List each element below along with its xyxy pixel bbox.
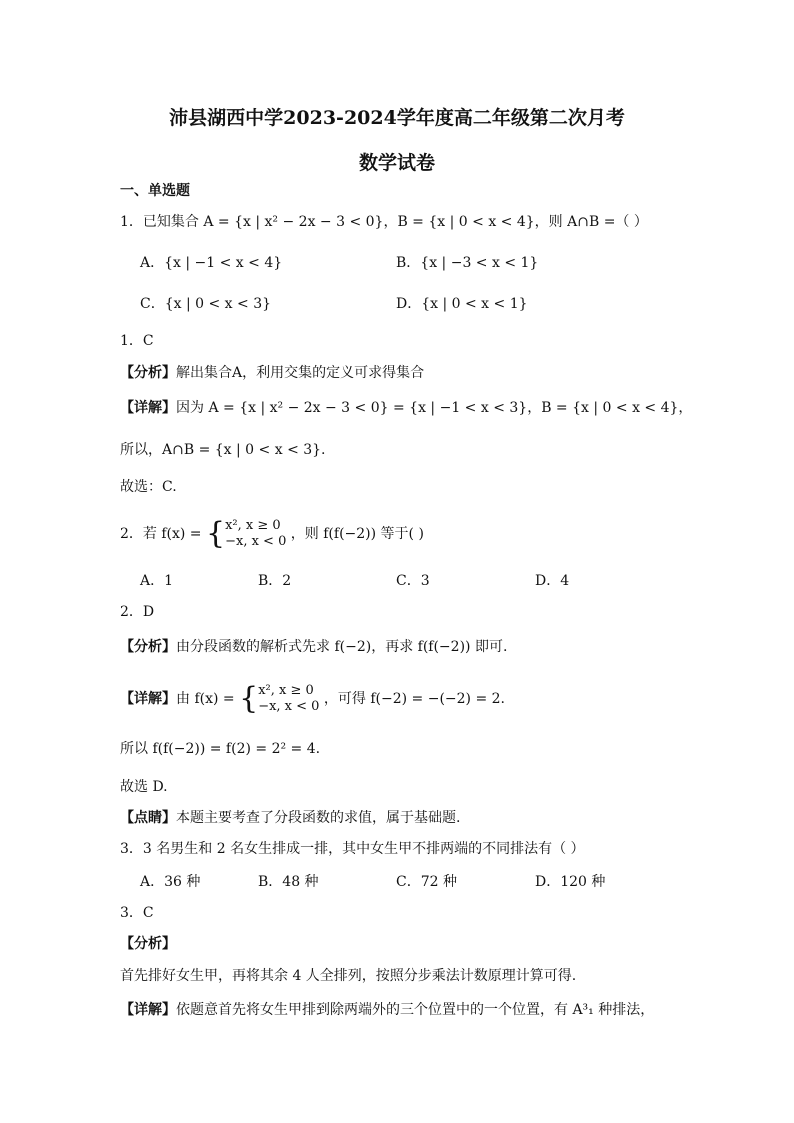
q1-detail [120, 398, 692, 418]
analysis-text: 由分段函数的解析式先求 f(−2)，再求 f(f(−2)) 即可. [176, 639, 508, 655]
detail-tag: 【详解】 [120, 1002, 176, 1018]
q2-analysis [120, 637, 507, 657]
q3-option-d: D．120 种 [535, 874, 606, 890]
q2-choice: 故选 D. [120, 779, 168, 795]
q3-detail [120, 1000, 654, 1020]
q3-analysis-tag: 【分析】 [120, 936, 176, 952]
q1-stem: 1．已知集合 A = {x | x² − 2x − 3 < 0}，B = {x | 0 < x < 4}，则 A∩B =（ ） [120, 214, 648, 230]
analysis-tag: 【分析】 [120, 365, 176, 381]
brace-icon: { [206, 516, 226, 551]
q2-option-b: B．2 [258, 573, 292, 589]
comment-text: 本题主要考查了分段函数的求值，属于基础题. [176, 810, 461, 826]
q1-option-d: D．{x | 0 < x < 1} [396, 296, 528, 312]
q3-option-b: B．48 种 [258, 874, 319, 890]
analysis-text: 解出集合A，利用交集的定义可求得集合 [176, 365, 425, 381]
comment-tag: 【点睛】 [120, 810, 176, 826]
detail-text: 依题意首先将女生甲排到除两端外的三个位置中的一个位置，有 A³₁ 种排法， [176, 1002, 655, 1018]
detail-post: ，可得 f(−2) = −(−2) = 2. [323, 691, 505, 707]
q3-analysis: 首先排好女生甲，再将其余 4 人全排列，按照分步乘法计数原理计算可得. [120, 968, 577, 984]
q1-option-a: A．{x | −1 < x < 4} [140, 255, 283, 271]
q1-choice: 故选：C. [120, 479, 177, 495]
analysis-tag: 【分析】 [120, 639, 176, 655]
detail-text: 因为 A = {x | x² − 2x − 3 < 0} = {x | −1 < x < 3}，B = {x | 0 < x < 4}， [176, 400, 693, 416]
q1-option-c: C．{x | 0 < x < 3} [140, 296, 272, 312]
q2-option-a: A．1 [140, 573, 174, 589]
brace-icon: { [239, 681, 259, 716]
q1-option-b: B．{x | −3 < x < 1} [396, 255, 539, 271]
exam-subtitle: 数学试卷 [358, 152, 435, 174]
q2-stem-pre: 2．若 f(x) = [120, 526, 202, 542]
detail-tag: 【详解】 [120, 400, 176, 416]
q3-option-c: C．72 种 [396, 874, 457, 890]
q1-answer: 1．C [120, 333, 154, 349]
q3-stem: 3．3 名男生和 2 名女生排成一排，其中女生甲不排两端的不同排法有（ ） [120, 841, 585, 857]
piecewise-function [206, 518, 286, 550]
exam-title: 沛县湖西中学2023-2024学年度高二年级第二次月考 [169, 107, 625, 129]
detail-tag: 【详解】 [120, 691, 176, 707]
q2-stem-post: ，则 f(f(−2)) 等于( ) [290, 526, 424, 542]
q2-stem [120, 514, 424, 554]
case-2: −x, x < 0 [258, 699, 320, 714]
q3-answer: 3．C [120, 905, 154, 921]
q2-option-c: C．3 [396, 573, 430, 589]
q2-option-d: D．4 [535, 573, 570, 589]
case-2: −x, x < 0 [225, 534, 287, 549]
section-heading: 一、单选题 [120, 183, 190, 199]
detail-pre: 由 f(x) = [176, 691, 235, 707]
q2-comment [120, 808, 460, 828]
q2-detail [120, 679, 505, 719]
q2-therefore: 所以 f(f(−2)) = f(2) = 2² = 4. [120, 741, 321, 757]
case-1: x², x ≥ 0 [225, 518, 281, 533]
q1-therefore: 所以，A∩B = {x | 0 < x < 3}. [120, 442, 326, 458]
q1-analysis [120, 363, 424, 383]
piecewise-function [239, 683, 319, 715]
case-1: x², x ≥ 0 [258, 683, 314, 698]
q3-option-a: A．36 种 [140, 874, 201, 890]
q2-answer: 2．D [120, 604, 155, 620]
